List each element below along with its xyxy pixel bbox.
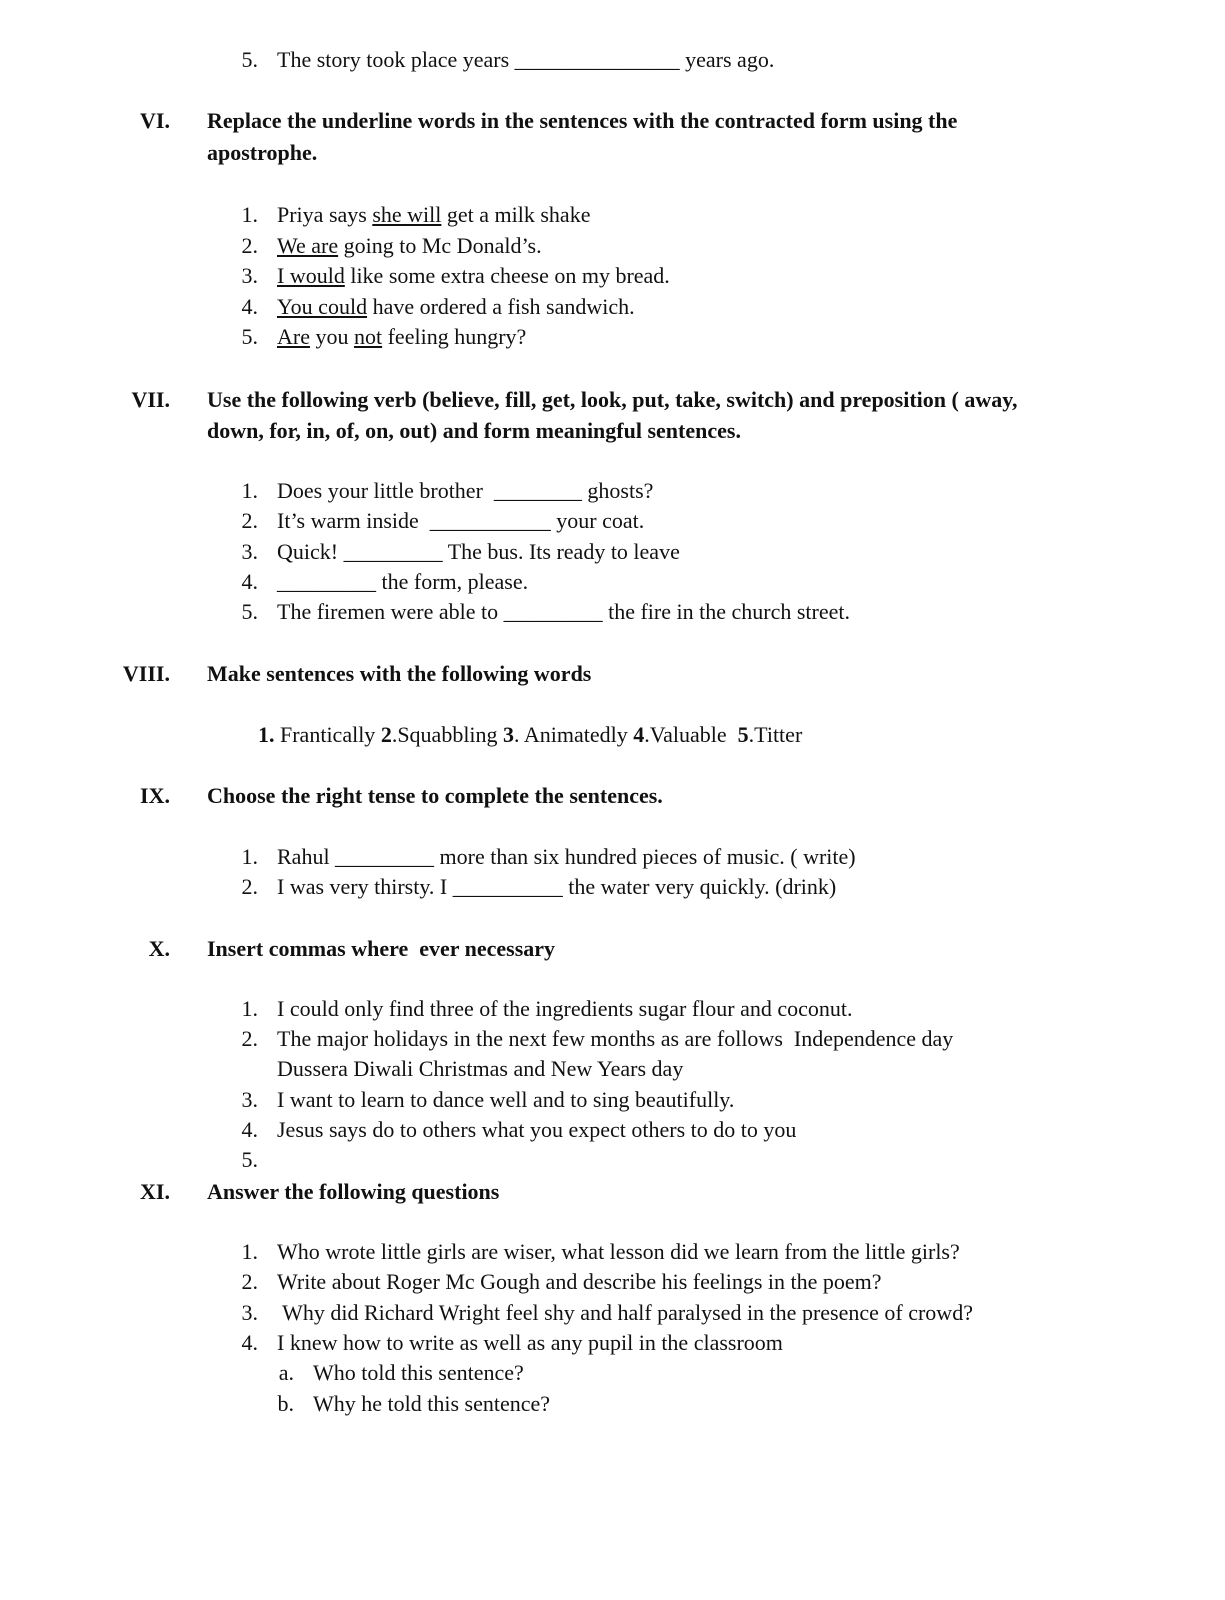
- section-number-vii: VII.: [131, 387, 170, 412]
- list-item: I was very thirsty. I __________ the water very quickly. (drink): [277, 874, 837, 899]
- list-item: I knew how to write as well as any pupil in the classroom: [277, 1330, 783, 1355]
- list-number: 4.: [241, 569, 258, 594]
- list-number: 4.: [241, 294, 258, 319]
- list-item: I could only find three of the ingredients sugar flour and coconut.: [277, 996, 853, 1021]
- list-number: 1.: [241, 478, 258, 503]
- sub-list-letter: a.: [278, 1360, 294, 1385]
- section-heading-vi-cont: apostrophe.: [207, 140, 318, 165]
- list-number: 1.: [241, 1239, 258, 1264]
- list-item: The firemen were able to _________ the fire in the church street.: [277, 599, 850, 624]
- list-item: Are you not feeling hungry?: [277, 324, 527, 349]
- list-number: 3.: [241, 1087, 258, 1112]
- list-item: The story took place years _______________ years ago.: [277, 47, 775, 72]
- list-item: Jesus says do to others what you expect others to do to you: [277, 1117, 797, 1142]
- list-number: 4.: [241, 1330, 258, 1355]
- list-number: 1.: [241, 844, 258, 869]
- section-number-x: X.: [148, 936, 170, 961]
- list-item: I want to learn to dance well and to sing beautifully.: [277, 1087, 735, 1112]
- list-item-continuation: Dussera Diwali Christmas and New Years day: [277, 1056, 684, 1081]
- section-heading-x: Insert commas where ever necessary: [207, 936, 556, 961]
- sub-list-letter: b.: [277, 1391, 294, 1416]
- list-item: You could have ordered a fish sandwich.: [277, 294, 635, 319]
- list-number: 2.: [241, 1269, 258, 1294]
- list-number: 5.: [241, 1147, 258, 1172]
- word-list: 1. Frantically 2.Squabbling 3. Animatedly 4.Valuable 5.Titter: [258, 722, 803, 747]
- list-item: Why did Richard Wright feel shy and half paralysed in the presence of crowd?: [277, 1300, 973, 1325]
- list-item: I would like some extra cheese on my bread.: [277, 263, 670, 288]
- section-number-xi: XI.: [140, 1179, 170, 1204]
- list-item: Quick! _________ The bus. Its ready to leave: [277, 539, 680, 564]
- list-number: 2.: [241, 508, 258, 533]
- list-number: 5.: [241, 47, 258, 72]
- list-number: 5.: [241, 324, 258, 349]
- section-number-vi: VI.: [140, 108, 170, 133]
- section-heading-xi: Answer the following questions: [207, 1179, 500, 1204]
- list-number: 5.: [241, 599, 258, 624]
- list-item: We are going to Mc Donald’s.: [277, 233, 542, 258]
- sub-list-item: Why he told this sentence?: [313, 1391, 551, 1416]
- section-heading-vii: Use the following verb (believe, fill, get, look, put, take, switch) and preposition ( away,: [207, 387, 1018, 412]
- list-item: It’s warm inside ___________ your coat.: [277, 508, 645, 533]
- list-item: Priya says she will get a milk shake: [277, 202, 591, 227]
- list-number: 2.: [241, 233, 258, 258]
- list-item: Does your little brother ________ ghosts?: [277, 478, 654, 503]
- section-heading-vi: Replace the underline words in the sentences with the contracted form using the: [207, 108, 958, 133]
- list-number: 1.: [241, 996, 258, 1021]
- list-number: 2.: [241, 874, 258, 899]
- section-heading-vii-cont: down, for, in, of, on, out) and form meaningful sentences.: [207, 418, 741, 443]
- sub-list-item: Who told this sentence?: [313, 1360, 524, 1385]
- section-heading-viii: Make sentences with the following words: [207, 661, 592, 686]
- section-number-viii: VIII.: [122, 661, 170, 686]
- list-item: _________ the form, please.: [277, 569, 529, 594]
- section-number-ix: IX.: [140, 783, 170, 808]
- list-item: Write about Roger Mc Gough and describe his feelings in the poem?: [277, 1269, 882, 1294]
- list-number: 3.: [241, 539, 258, 564]
- list-number: 3.: [241, 1300, 258, 1325]
- list-number: 4.: [241, 1117, 258, 1142]
- list-number: 2.: [241, 1026, 258, 1051]
- list-number: 3.: [241, 263, 258, 288]
- list-number: 1.: [241, 202, 258, 227]
- section-heading-ix: Choose the right tense to complete the sentences.: [207, 783, 663, 808]
- list-item: Who wrote little girls are wiser, what lesson did we learn from the little girls?: [277, 1239, 960, 1264]
- list-item: The major holidays in the next few months as are follows Independence day: [277, 1026, 954, 1051]
- list-item: Rahul _________ more than six hundred pieces of music. ( write): [277, 844, 856, 869]
